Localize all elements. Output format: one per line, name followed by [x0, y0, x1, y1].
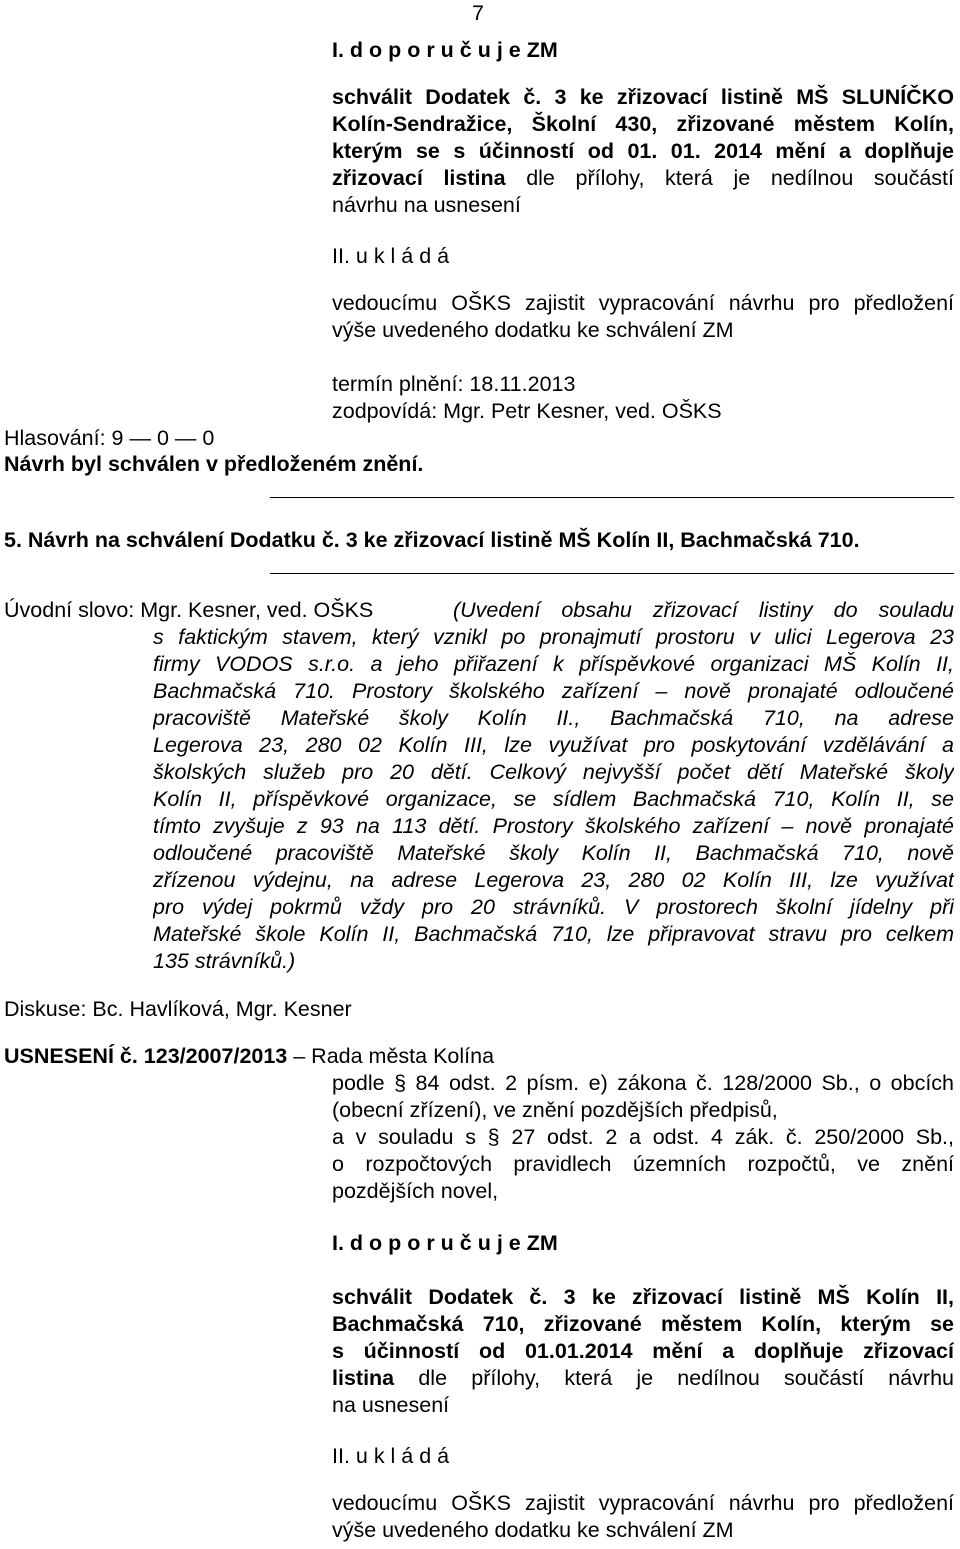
intro-line: Kolín II, příspěvkové organizace, se sídlem Bachmačská 710, Kolín II, se — [153, 787, 954, 811]
recommend-line: zřizovací listina dle přílohy, která je nedílnou součástí — [332, 166, 954, 190]
recommend-text — [332, 84, 954, 219]
intro-line: odloučené pracoviště Mateřské školy Kolín II, Bachmačská 710, nově — [153, 841, 954, 865]
recommend-line: schválit Dodatek č. 3 ke zřizovací listině MŠ Kolín II, — [332, 1285, 954, 1309]
legal-line: podle § 84 odst. 2 písm. e) zákona č. 128/2000 Sb., o obcích — [332, 1071, 954, 1095]
vote-result: Návrh byl schválen v předloženém znění. — [4, 452, 424, 476]
discussion: Diskuse: Bc. Havlíková, Mgr. Kesner — [4, 997, 352, 1021]
recommend-line: návrhu na usnesení — [332, 193, 521, 217]
resolution-header — [4, 1043, 494, 1070]
recommend-line: kterým se s účinností od 01. 01. 2014 mění a doplňuje — [332, 139, 954, 163]
assign-line: výše uvedeného dodatku ke schválení ZM — [332, 318, 734, 342]
recommend-heading: I. d o p o r u č u j e ZM — [332, 1231, 558, 1255]
intro-line: Legerova 23, 280 02 Kolín III, lze využívat pro poskytování vzdělávání a — [153, 733, 954, 757]
assign-line: vedoucímu OŠKS zajistit vypracování návrhu pro předložení — [332, 1491, 954, 1515]
intro-line: Bachmačská 710. Prostory školského zařízení – nově pronajaté odloučené — [153, 679, 954, 703]
intro-line: zřízenou výdejnu, na adrese Legerova 23, 280 02 Kolín III, lze využívat — [153, 868, 954, 892]
intro-line: školských služeb pro 20 dětí. Celkový nejvyšší počet dětí Mateřské školy — [153, 760, 954, 784]
assign-text — [332, 1490, 954, 1544]
intro-line: tímto zvyšuje z 93 na 113 dětí. Prostory školského zařízení – nově pronajaté — [153, 814, 954, 838]
recommend-line: Bachmačská 710, zřizované městem Kolín, kterým se — [332, 1312, 954, 1336]
vote-label: Hlasování: 9 — 0 — 0 — [4, 426, 215, 450]
legal-line: (obecní zřízení), ve znění pozdějších předpisů, — [332, 1098, 778, 1122]
intro-line: firmy VODOS s.r.o. a jeho přiřazení k příspěvkové organizaci MŠ Kolín II, — [153, 652, 954, 676]
intro-line: (Uvedení obsahu zřizovací listiny do souladu — [453, 598, 954, 622]
intro-text — [153, 624, 954, 975]
assign-heading: II. u k l á d á — [332, 244, 450, 268]
recommend-line: schválit Dodatek č. 3 ke zřizovací listině MŠ SLUNÍČKO — [332, 85, 954, 109]
recommend-line: listina dle přílohy, která je nedílnou součástí návrhu — [332, 1366, 954, 1390]
resolution-body: – Rada města Kolína — [287, 1044, 495, 1068]
responsible: zodpovídá: Mgr. Petr Kesner, ved. OŠKS — [332, 399, 722, 423]
intro-line: pro výdej pokrmů vždy pro 20 strávníků. V prostorech školní jídelny při — [153, 895, 954, 919]
recommend-heading: I. d o p o r u č u j e ZM — [332, 38, 558, 62]
recommend-text — [332, 1284, 954, 1419]
legal-line: pozdějších novel, — [332, 1179, 499, 1203]
legal-line: o rozpočtových pravidlech územních rozpočtů, ve znění — [332, 1152, 954, 1176]
assign-heading: II. u k l á d á — [332, 1444, 450, 1468]
intro-label: Úvodní slovo: Mgr. Kesner, ved. OŠKS — [4, 598, 374, 622]
assign-line: výše uvedeného dodatku ke schválení ZM — [332, 1518, 734, 1542]
legal-line: a v souladu s § 27 odst. 2 a odst. 4 zák. č. 250/2000 Sb., — [332, 1125, 954, 1149]
legal-basis — [332, 1070, 954, 1205]
assign-text — [332, 290, 954, 344]
recommend-line: na usnesení — [332, 1393, 450, 1417]
deadline: termín plnění: 18.11.2013 — [332, 372, 576, 396]
intro-line: Mateřské škole Kolín II, Bachmačská 710, lze připravovat stravu pro celkem — [153, 922, 954, 946]
intro-line: pracoviště Mateřské školy Kolín II., Bachmačská 710, na adrese — [153, 706, 954, 730]
recommend-line: Kolín-Sendražice, Školní 430, zřizované městem Kolín, — [332, 112, 954, 136]
page-number: 7 — [472, 1, 484, 25]
intro-line: s faktickým stavem, který vznikl po pronajmutí prostoru v ulici Legerova 23 — [153, 625, 954, 649]
section-title: 5. Návrh na schválení Dodatku č. 3 ke zřizovací listině MŠ Kolín II, Bachmačská 710. — [4, 528, 860, 552]
resolution-number: USNESENÍ č. 123/2007/2013 — [4, 1044, 288, 1068]
divider-bottom — [270, 573, 954, 574]
recommend-line: s účinností od 01.01.2014 mění a doplňuje zřizovací — [332, 1339, 954, 1363]
divider-top — [270, 497, 954, 498]
intro-line: 135 strávníků.) — [153, 949, 296, 973]
assign-line: vedoucímu OŠKS zajistit vypracování návrhu pro předložení — [332, 291, 954, 315]
